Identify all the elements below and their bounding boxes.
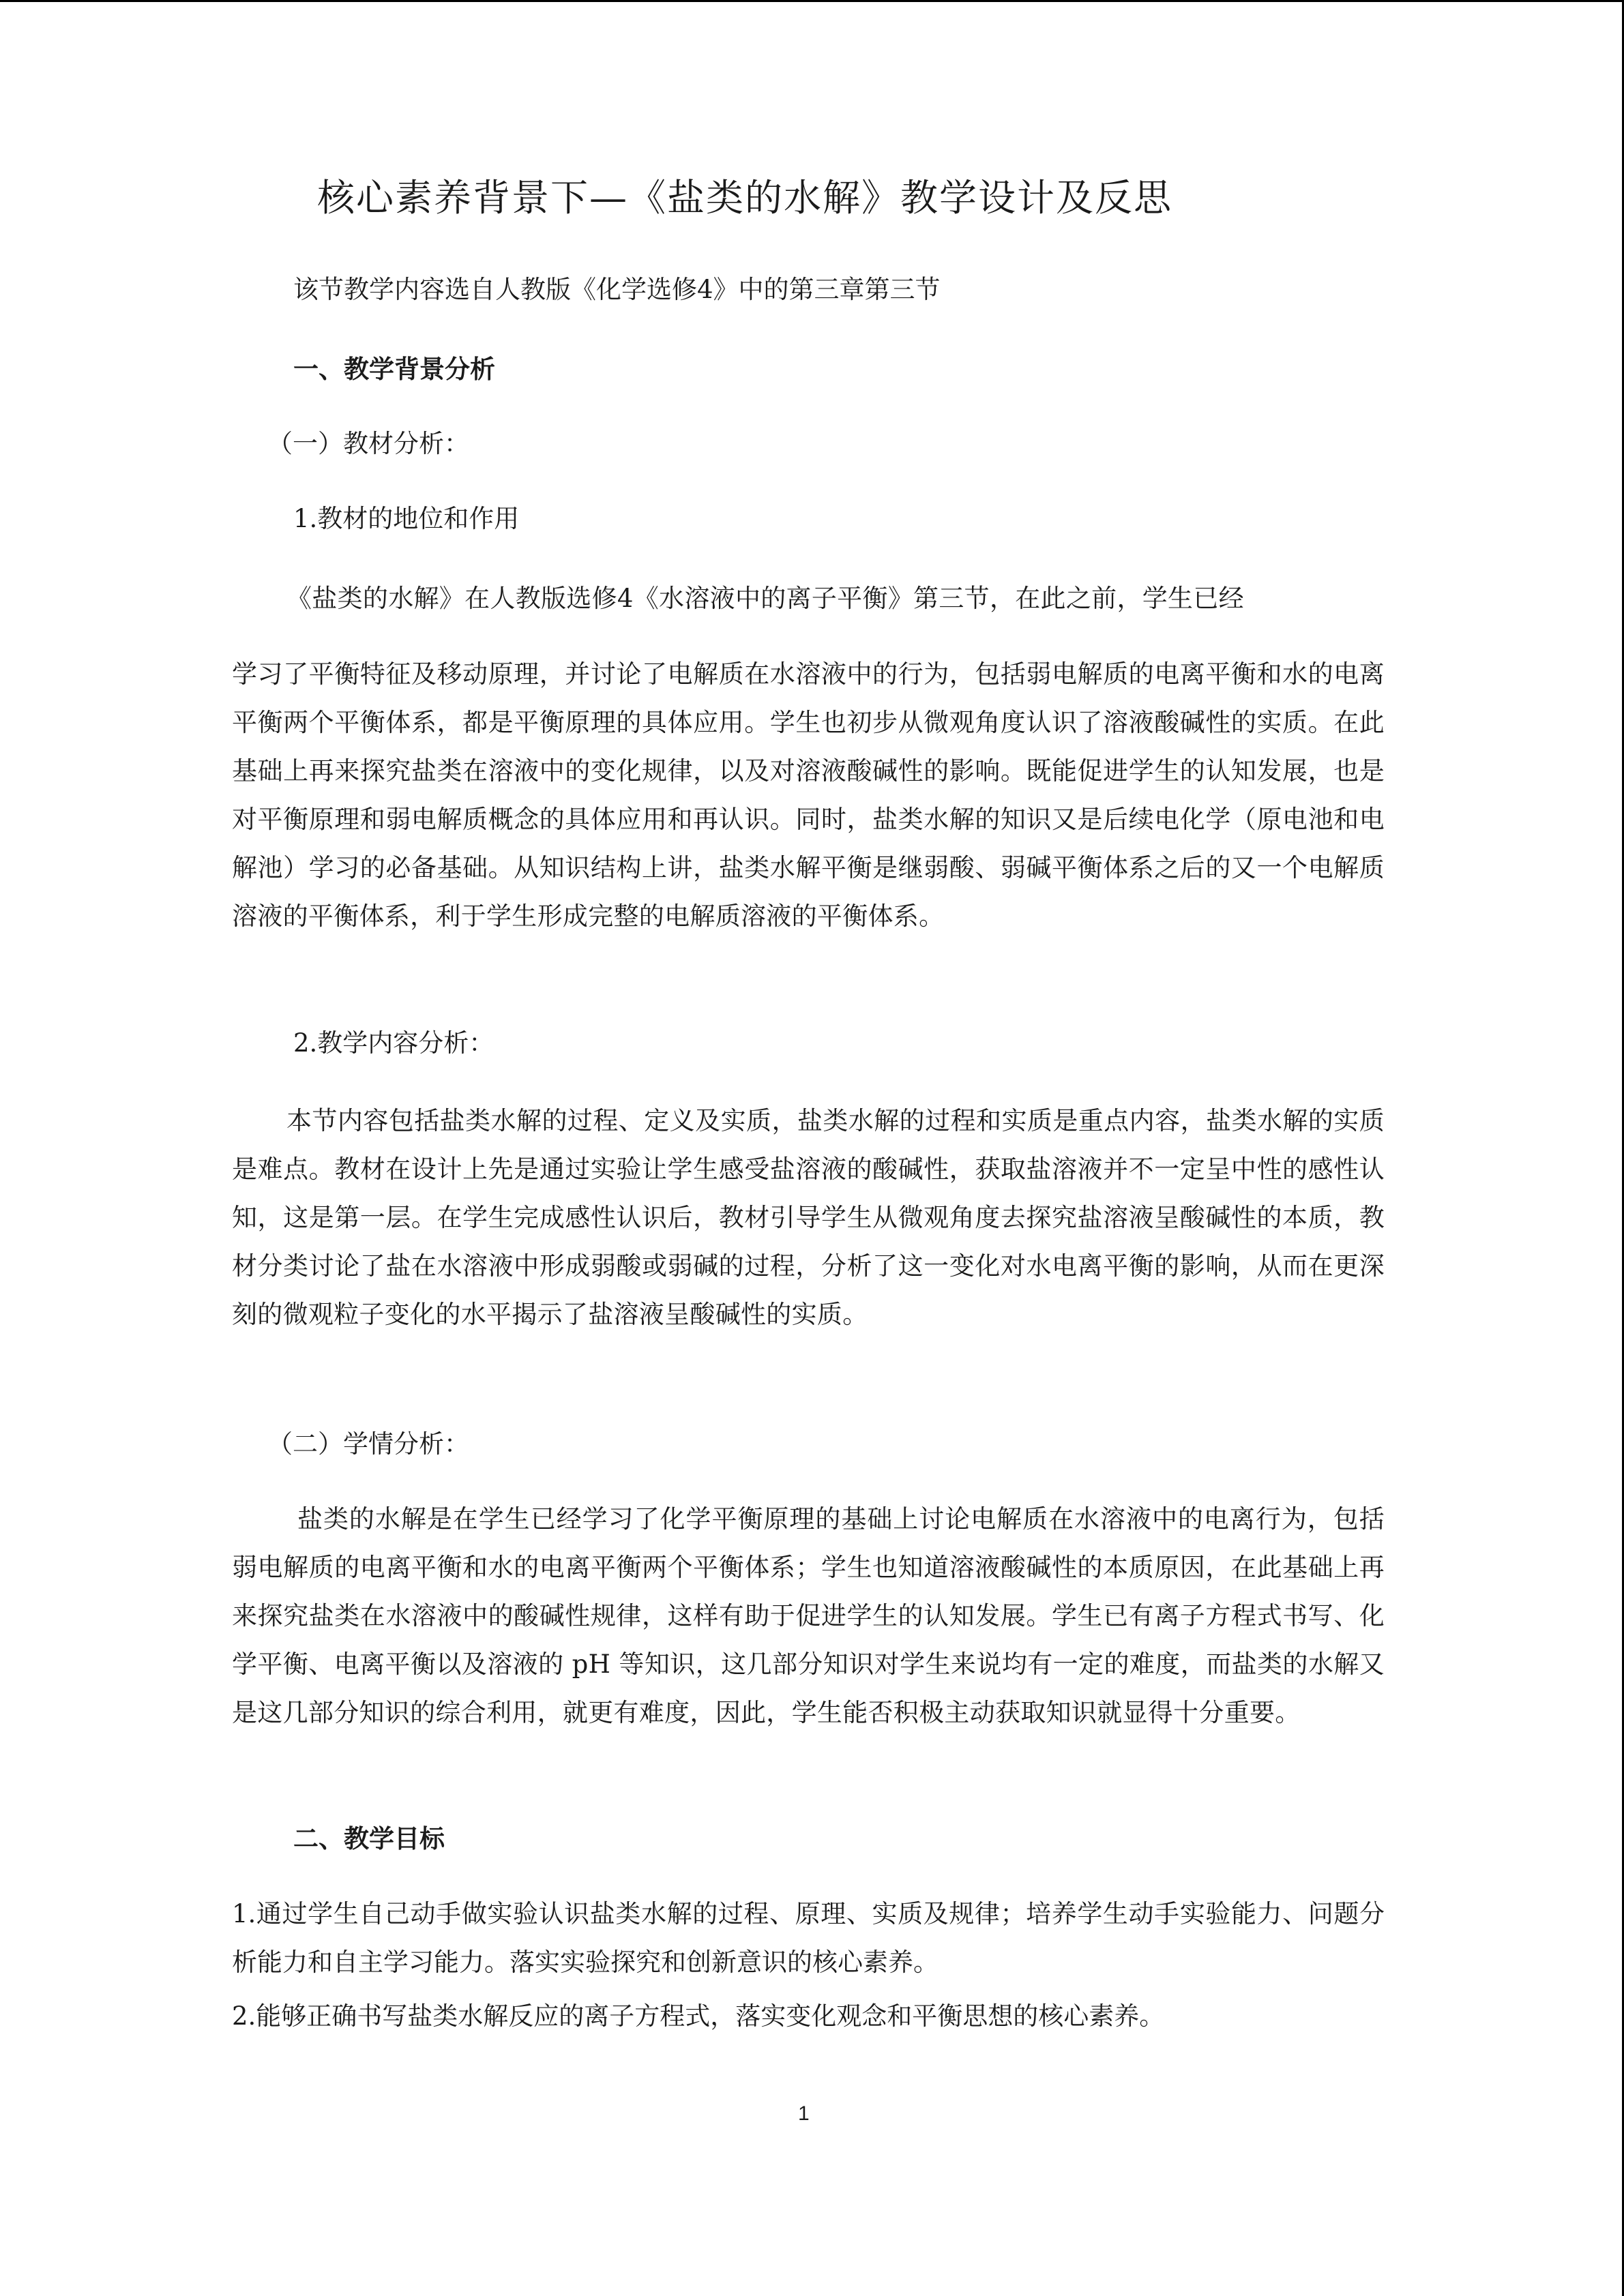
section-heading-background: 一、教学背景分析 [293, 354, 495, 384]
document-title: 核心素养背景下—《盐类的水解》教学设计及反思 [317, 176, 1173, 220]
paragraph-content-analysis: 本节内容包括盐类水解的过程、定义及实质，盐类水解的过程和实质是重点内容，盐类水解的实质是难点。教材在设计上先是通过实验让学生感受盐溶液的酸碱性，获取盐溶液并不一定呈中性的感性认知，这是第一层。在学生完成感性认识后，教材引导学生从微观角度去探究盐溶液呈酸碱性的本质，教材分类讨论了盐在水溶液中形成弱酸或弱碱的过程，分析了这一变化对水电离平衡的影响，从而在更深刻的微观粒子变化的水平揭示了盐溶液呈酸碱性的实质。 [232, 1106, 1385, 1329]
section-heading-objectives: 二、教学目标 [293, 1823, 445, 1853]
paragraph-status-body: 学习了平衡特征及移动原理，并讨论了电解质在水溶液中的行为，包括弱电解质的电离平衡和水的电离平衡两个平衡体系，都是平衡原理的具体应用。学生也初步从微观角度认识了溶液酸碱性的实质。在此基础上再来探究盐类在溶液中的变化规律，以及对溶液酸碱性的影响。既能促进学生的认知发展，也是对平衡原理和弱电解质概念的具体应用和再认识。同时，盐类水解的知识又是后续电化学（原电池和电解池）学习的必备基础。从知识结构上讲，盐类水解平衡是继弱酸、弱碱平衡体系之后的又一个电解质溶液的平衡体系，利于学生形成完整的电解质溶液的平衡体系。 [232, 659, 1385, 931]
page-number: 1 [798, 2102, 810, 2125]
subsection-heading-students: （二）学情分析： [267, 1429, 469, 1459]
point-heading-status: 1.教材的地位和作用 [293, 504, 520, 533]
paragraph-status-first-line: 《盐类的水解》在人教版选修4《水溶液中的离子平衡》第三节，在此之前，学生已经 [286, 584, 1244, 613]
page-border-top [0, 0, 1624, 2]
source-note: 该节教学内容选自人教版《化学选修4》中的第三章第三节 [293, 275, 941, 304]
point-heading-content: 2.教学内容分析： [293, 1028, 494, 1058]
objective-item-2: 2.能够正确书写盐类水解反应的离子方程式，落实变化观念和平衡思想的核心素养。 [232, 2001, 1165, 2031]
subsection-heading-textbook: （一）教材分析： [267, 429, 469, 458]
objective-item-1: 1.通过学生自己动手做实验认识盐类水解的过程、原理、实质及规律；培养学生动手实验能力、问题分析能力和自主学习能力。落实实验探究和创新意识的核心素养。 [232, 1899, 1385, 1977]
paragraph-student-analysis: 盐类的水解是在学生已经学习了化学平衡原理的基础上讨论电解质在水溶液中的电离行为，包括弱电解质的电离平衡和水的电离平衡两个平衡体系；学生也知道溶液酸碱性的本质原因，在此基础上再来探究盐类在水溶液中的酸碱性规律，这样有助于促进学生的认知发展。学生已有离子方程式书写、化学平衡、电离平衡以及溶液的 pH 等知识，这几部分知识对学生来说均有一定的难度，而盐类的水解又是这几部分知识的综合利用，就更有难度，因此，学生能否积极主动获取知识就显得十分重要。 [232, 1504, 1385, 1727]
